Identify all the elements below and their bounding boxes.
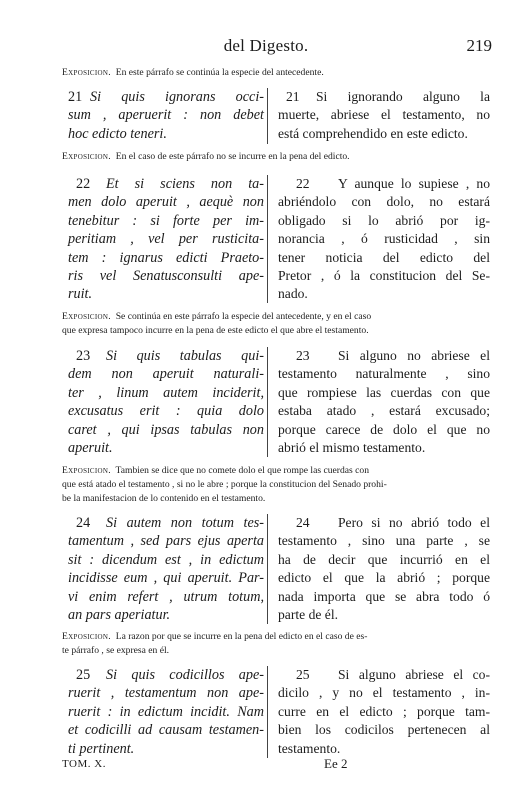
- latin-line: tenebitur : si forte per im-: [68, 212, 264, 229]
- paragraph-number: 24: [296, 515, 310, 530]
- spanish-line: abriéndolo con dolo, no estará: [278, 194, 490, 210]
- latin-line: Si quis codicillos ape-: [106, 667, 264, 683]
- latin-line: et codicilli ad causam testamen-: [68, 722, 264, 739]
- latin-line: Si autem non totum tes-: [106, 515, 264, 531]
- spanish-line: nado.: [278, 286, 308, 302]
- latin-line: ruerit , testamentum non ape-: [68, 685, 264, 702]
- latin-line: aperuit.: [68, 440, 113, 457]
- paragraph-number: 25: [76, 667, 91, 683]
- paragraph-number: 22: [296, 176, 310, 191]
- column-rule: [267, 175, 268, 303]
- spanish-line: obligado si lo abrió por ig-: [278, 212, 490, 228]
- spanish-line: Pretor , ó la constitucion del Se-: [278, 268, 490, 284]
- spanish-line: estaba atado , estará excusado;: [278, 403, 490, 419]
- spanish-line: Si ignorando alguno la: [316, 89, 490, 104]
- paragraph-number: 23: [76, 348, 91, 364]
- paragraph-number: 21: [286, 89, 300, 104]
- signature-mark: Ee 2: [324, 756, 348, 771]
- latin-line: Et si sciens non ta-: [106, 176, 264, 192]
- spanish-line: Pero si no abrió todo el: [338, 515, 490, 530]
- paragraph-number: 21: [68, 89, 83, 105]
- spanish-line: que rompiese las cuerdas con que: [278, 384, 490, 400]
- paragraph-number: 22: [76, 176, 91, 192]
- latin-line: ruerit : in edictum incidit. Nam: [68, 703, 264, 720]
- exposicion-note: [62, 630, 498, 658]
- page-title: del Digesto.: [223, 36, 309, 55]
- latin-line: peritiam , vel per rusticita-: [68, 231, 264, 248]
- exposicion-note: [62, 150, 498, 164]
- exposicion-text: que está atado el testamento , si no le abre ; porque la constitucion del Senado prohi-: [62, 479, 387, 490]
- latin-line: dem non aperuit naturali-: [68, 366, 264, 383]
- exposicion-text: La razon por que se incurre en la pena del edicto en el caso de es-: [115, 631, 368, 642]
- latin-line: vi enim refert , utrum totum,: [68, 588, 264, 605]
- spanish-paragraph: [278, 88, 490, 143]
- spanish-line: porque carece de dolo el que no: [278, 421, 490, 437]
- exposicion-label: Exposicion.: [62, 67, 111, 78]
- paragraph-number: 23: [296, 348, 310, 363]
- spanish-line: muerte, abriese el testamento, no: [278, 107, 490, 123]
- exposicion-label: Exposicion.: [62, 465, 111, 476]
- exposicion-text: Tambien se dice que no comete dolo el que rompe las cuerdas con: [115, 465, 370, 476]
- latin-line: Si quis tabulas qui-: [106, 348, 264, 364]
- spanish-paragraph: [278, 666, 490, 758]
- exposicion-note: [62, 310, 498, 338]
- spanish-line: está comprehendido en este edicto.: [278, 125, 468, 141]
- paragraph-number: 24: [76, 515, 91, 531]
- spanish-line: nada importa que se abra todo ó: [278, 588, 490, 604]
- page-number: 219: [466, 36, 492, 55]
- column-rule: [267, 666, 268, 758]
- spanish-line: curre en el edicto ; porque tam-: [278, 703, 490, 719]
- spanish-paragraph: [278, 514, 490, 624]
- exposicion-text: que expresa tampoco incurre en la pena de este edicto el que abre el testamento.: [62, 325, 369, 336]
- latin-line: an pars aperiatur.: [68, 607, 171, 624]
- latin-paragraph: [68, 347, 264, 457]
- exposicion-label: Exposicion.: [62, 151, 111, 162]
- latin-line: hoc edicto teneri.: [68, 125, 167, 142]
- volume-label: TOM. X.: [62, 758, 106, 770]
- spanish-line: testamento.: [278, 740, 341, 756]
- exposicion-text: te párrafo , se expresa en él.: [62, 645, 170, 656]
- latin-paragraph: [68, 514, 264, 624]
- latin-line: tamentum , sed pars ejus aperta: [68, 533, 264, 550]
- exposicion-text: En el caso de este párrafo no se incurre en la pena del edicto.: [115, 151, 350, 162]
- spanish-line: testamento naturalmente , sino: [278, 366, 490, 382]
- spanish-line: edicto el que la abrió ; porque: [278, 570, 490, 586]
- latin-paragraph: [68, 88, 264, 143]
- spanish-line: Si alguno abriese el co-: [338, 667, 490, 682]
- spanish-line: Y aunque lo supiese , no: [338, 176, 490, 191]
- spanish-paragraph: [278, 347, 490, 457]
- latin-line: incidisse eum , qui aperuit. Par-: [68, 570, 264, 587]
- exposicion-text: be la manifestacion de lo contenido en el testamento.: [62, 493, 266, 504]
- spanish-line: norancia , ó rusticidad , sin: [278, 231, 490, 247]
- column-rule: [267, 347, 268, 457]
- spanish-line: Si alguno no abriese el: [338, 348, 490, 363]
- spanish-line: dicilo , y no el testamento , in-: [278, 685, 490, 701]
- paragraph-number: 25: [296, 667, 310, 682]
- latin-line: sit : dicendum est , in edictum: [68, 551, 264, 568]
- exposicion-note: [62, 464, 498, 506]
- latin-line: ter , linum autem inciderit,: [68, 384, 264, 401]
- spanish-line: ha de decir que incurrió en el: [278, 551, 490, 567]
- latin-line: ris vel Senatusconsulti ape-: [68, 268, 264, 285]
- latin-line: caret , qui ipsas tabulas non: [68, 421, 264, 438]
- latin-line: Si quis ignorans occi-: [90, 89, 264, 105]
- spanish-line: abrió el mismo testamento.: [278, 440, 426, 456]
- exposicion-note: [62, 66, 498, 80]
- latin-line: excusatus erit : quia dolo: [68, 403, 264, 420]
- spanish-line: parte de él.: [278, 607, 339, 623]
- latin-paragraph: [68, 666, 264, 758]
- latin-line: sum , aperuerit : non debet: [68, 107, 264, 124]
- latin-line: tem : ignarus edicti Praeto-: [68, 249, 264, 266]
- spanish-line: testamento , sino una parte , se: [278, 533, 490, 549]
- exposicion-label: Exposicion.: [62, 631, 111, 642]
- exposicion-text: Se continúa en este párrafo la especie del antecedente, y en el caso: [115, 311, 372, 322]
- exposicion-label: Exposicion.: [62, 311, 111, 322]
- spanish-line: bien los codicilos pertenecen al: [278, 722, 490, 738]
- spanish-paragraph: [278, 175, 490, 304]
- latin-line: men dolo aperuit , aequè non: [68, 194, 264, 211]
- latin-paragraph: [68, 175, 264, 304]
- column-rule: [267, 514, 268, 624]
- latin-line: ruit.: [68, 286, 93, 303]
- latin-line: ti pertinent.: [68, 740, 135, 757]
- spanish-line: tener noticia del edicto del: [278, 249, 490, 265]
- exposicion-text: En este párrafo se continúa la especie del antecedente.: [115, 67, 324, 78]
- column-rule: [267, 88, 268, 144]
